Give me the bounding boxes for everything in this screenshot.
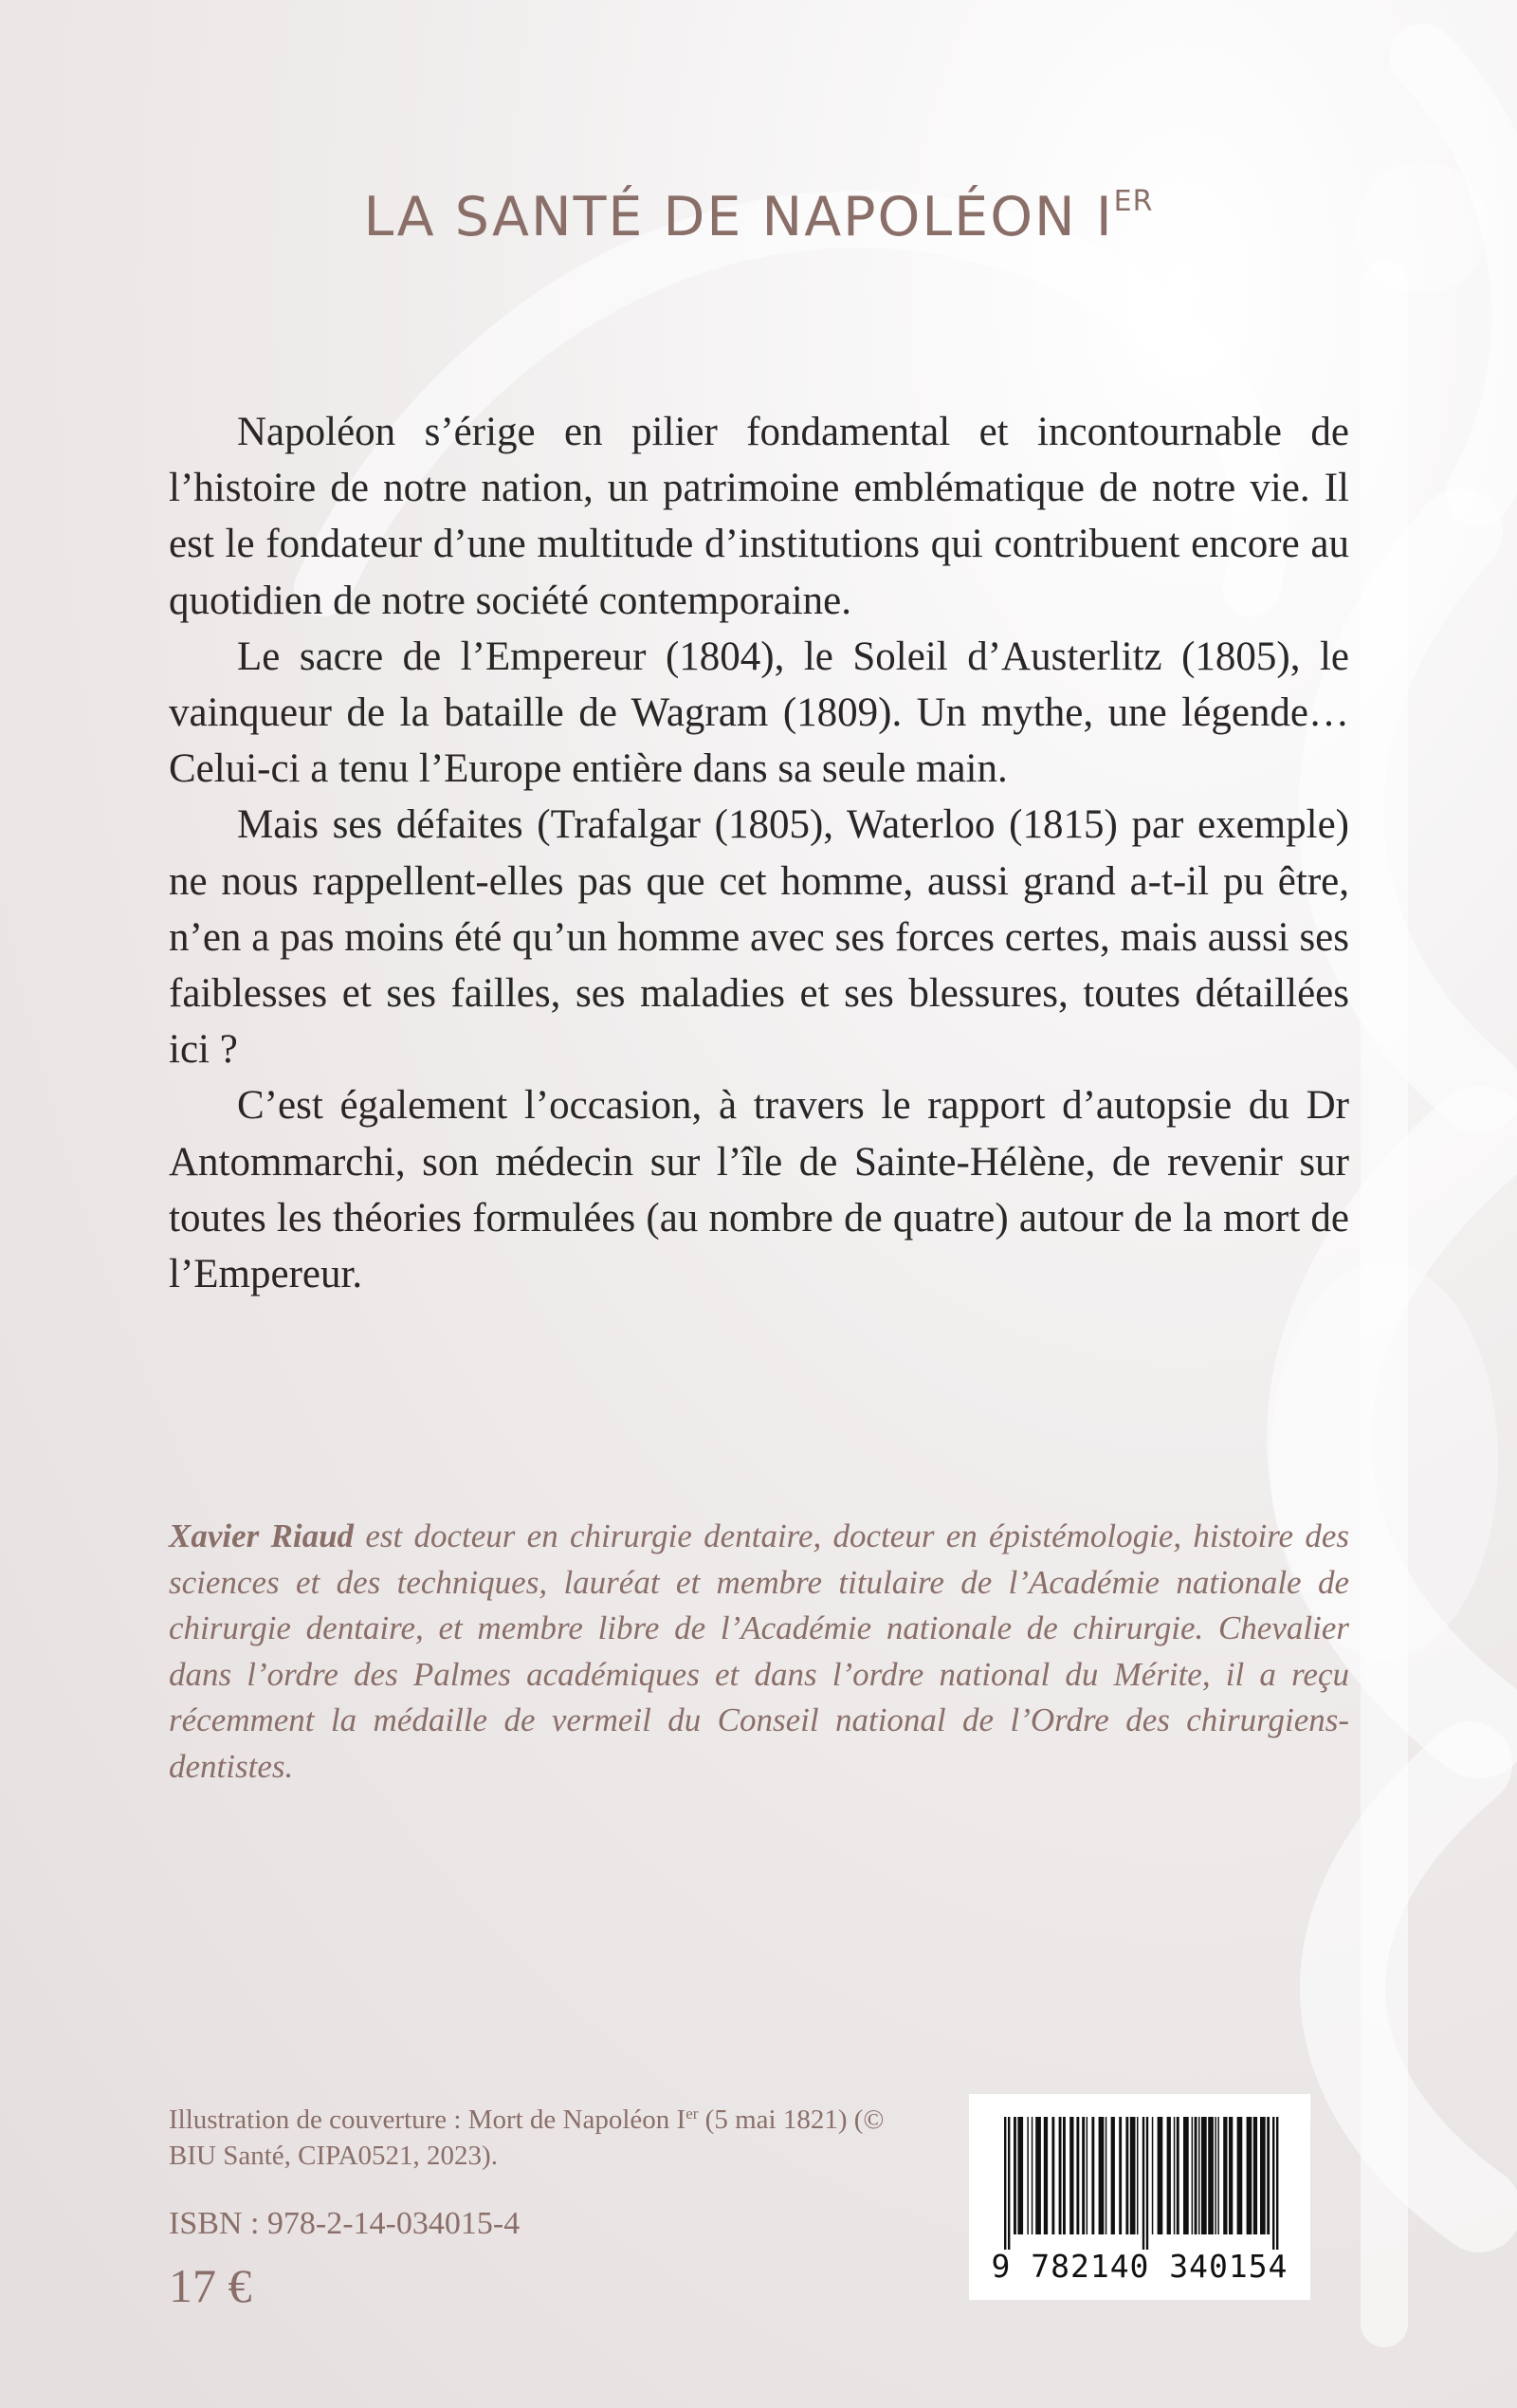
barcode-bar <box>1087 2117 1088 2234</box>
barcode-bar <box>1035 2117 1041 2234</box>
barcode-bar <box>1051 2117 1054 2234</box>
barcode-bar <box>1208 2117 1214 2234</box>
barcode-bar <box>1091 2117 1094 2234</box>
barcode-bar <box>1215 2117 1216 2234</box>
barcode-bar <box>1069 2117 1073 2234</box>
barcode-bar <box>1106 2117 1107 2234</box>
barcode-bar <box>1014 2117 1016 2234</box>
barcode-guard-bar <box>1276 2117 1278 2250</box>
barcode-bar <box>1076 2117 1079 2234</box>
barcode-bar <box>1177 2117 1179 2234</box>
barcode-bar <box>1237 2117 1243 2234</box>
barcode-digits: 9 782140 340154 <box>991 2248 1289 2285</box>
cover-illustration-credit <box>169 2096 889 2174</box>
barcode-bar <box>1137 2117 1139 2234</box>
barcode-bar <box>1063 2117 1066 2234</box>
barcode-bar <box>1260 2117 1266 2234</box>
barcode-bar <box>1158 2117 1163 2234</box>
barcode-bar <box>1044 2117 1048 2234</box>
credit-superscript: er <box>685 2105 699 2123</box>
barcode-guard-bar <box>1008 2117 1010 2250</box>
summary-paragraph-3: Mais ses défaites (Trafalgar (1805), Waterloo (1815) par exemple) ne nous rappellent-elles pas que cet homme, aussi grand a-t-il pu être, n’en a pas moins été qu’un homme avec ses forces certes, mais aussi ses faiblesses et ses failles, ses maladies et ses blessures, toutes détaillées ici ? <box>169 802 1349 1073</box>
isbn: ISBN : 978-2-14-034015-4 <box>169 2206 521 2241</box>
barcode-bar <box>1017 2117 1023 2234</box>
book-title-superscript: ER <box>1113 185 1154 218</box>
barcode-bar <box>1099 2117 1105 2234</box>
barcode-bar <box>1247 2117 1252 2234</box>
summary-paragraph-1: Napoléon s’érige en pilier fondamental et incontournable de l’histoire de notre nation, un patrimoine emblématique de notre vie. Il est le fondateur d’une multitude d’institutions qui contribuent encore au quotidien de notre société contemporaine. <box>169 410 1349 623</box>
barcode-bar <box>1125 2117 1128 2234</box>
summary-paragraph-4: C’est également l’occasion, à travers le rapport d’autopsie du Dr Antommarchi, son médecin sur l’île de Sainte-Hélène, de revenir sur toutes les théories formulées (au nombre de quatre) autour de la mort de l’Empereur. <box>169 1083 1349 1297</box>
barcode-bar <box>1183 2117 1189 2234</box>
book-title-main: LA SANTÉ DE NAPOLÉON I <box>363 186 1114 248</box>
barcode-bar <box>1192 2117 1194 2234</box>
barcode-bar <box>1223 2117 1227 2234</box>
barcode-bar <box>1119 2117 1122 2234</box>
barcode <box>969 2094 1310 2300</box>
barcode-bar <box>1167 2117 1171 2234</box>
barcode-bar <box>1152 2117 1154 2234</box>
credit-suffix: (5 mai 1821) (© BIU Santé, CIPA0521, 2023). <box>169 2105 885 2171</box>
price: 17 € <box>169 2259 252 2312</box>
barcode-bar <box>1111 2117 1115 2234</box>
barcode-bar <box>1229 2117 1233 2234</box>
barcode-bar <box>1195 2117 1197 2234</box>
barcode-bars <box>1004 2117 1279 2250</box>
book-summary <box>169 404 1349 1302</box>
barcode-guard-bar <box>1146 2117 1148 2250</box>
barcode-guard-bar <box>1004 2117 1006 2250</box>
author-bio-text: est docteur en chirurgie dentaire, docteur en épistémologie, histoire des sciences et des techniques, lauréat et membre titulaire de l’Académie nationale de chirurgie dentaire, et membre libre de l’Académie nationale de chirurgie. Chevalier dans l’ordre des Palmes académiques et dans l’ordre national du Mérite, il a reçu récemment la médaille de vermeil du Conseil national de l’Ordre des chirurgiens-dentistes. <box>169 1517 1349 1785</box>
barcode-bar <box>1267 2117 1270 2234</box>
barcode-bar <box>1027 2117 1029 2234</box>
barcode-bar <box>1201 2117 1207 2234</box>
book-title <box>0 185 1517 248</box>
barcode-bar <box>1198 2117 1200 2234</box>
barcode-bar <box>1032 2117 1033 2234</box>
barcode-bar <box>1253 2117 1257 2234</box>
barcode-bar <box>1217 2117 1219 2234</box>
barcode-guard-bar <box>1142 2117 1144 2250</box>
credit-prefix: Illustration de couverture : Mort de Napoléon I <box>169 2105 686 2135</box>
author-name: Xavier Riaud <box>169 1517 355 1554</box>
author-bio <box>169 1514 1349 1791</box>
barcode-bar <box>1082 2117 1085 2234</box>
barcode-guard-bar <box>1272 2117 1274 2250</box>
barcode-bar <box>1059 2117 1062 2234</box>
barcode-bar <box>1130 2117 1136 2234</box>
summary-paragraph-2: Le sacre de l’Empereur (1804), le Soleil d’Austerlitz (1805), le vainqueur de la bataille de Wagram (1809). Un mythe, une légende… Celui-ci a tenu l’Europe entière dans sa seule main. <box>169 634 1349 792</box>
barcode-bar <box>1174 2117 1176 2234</box>
